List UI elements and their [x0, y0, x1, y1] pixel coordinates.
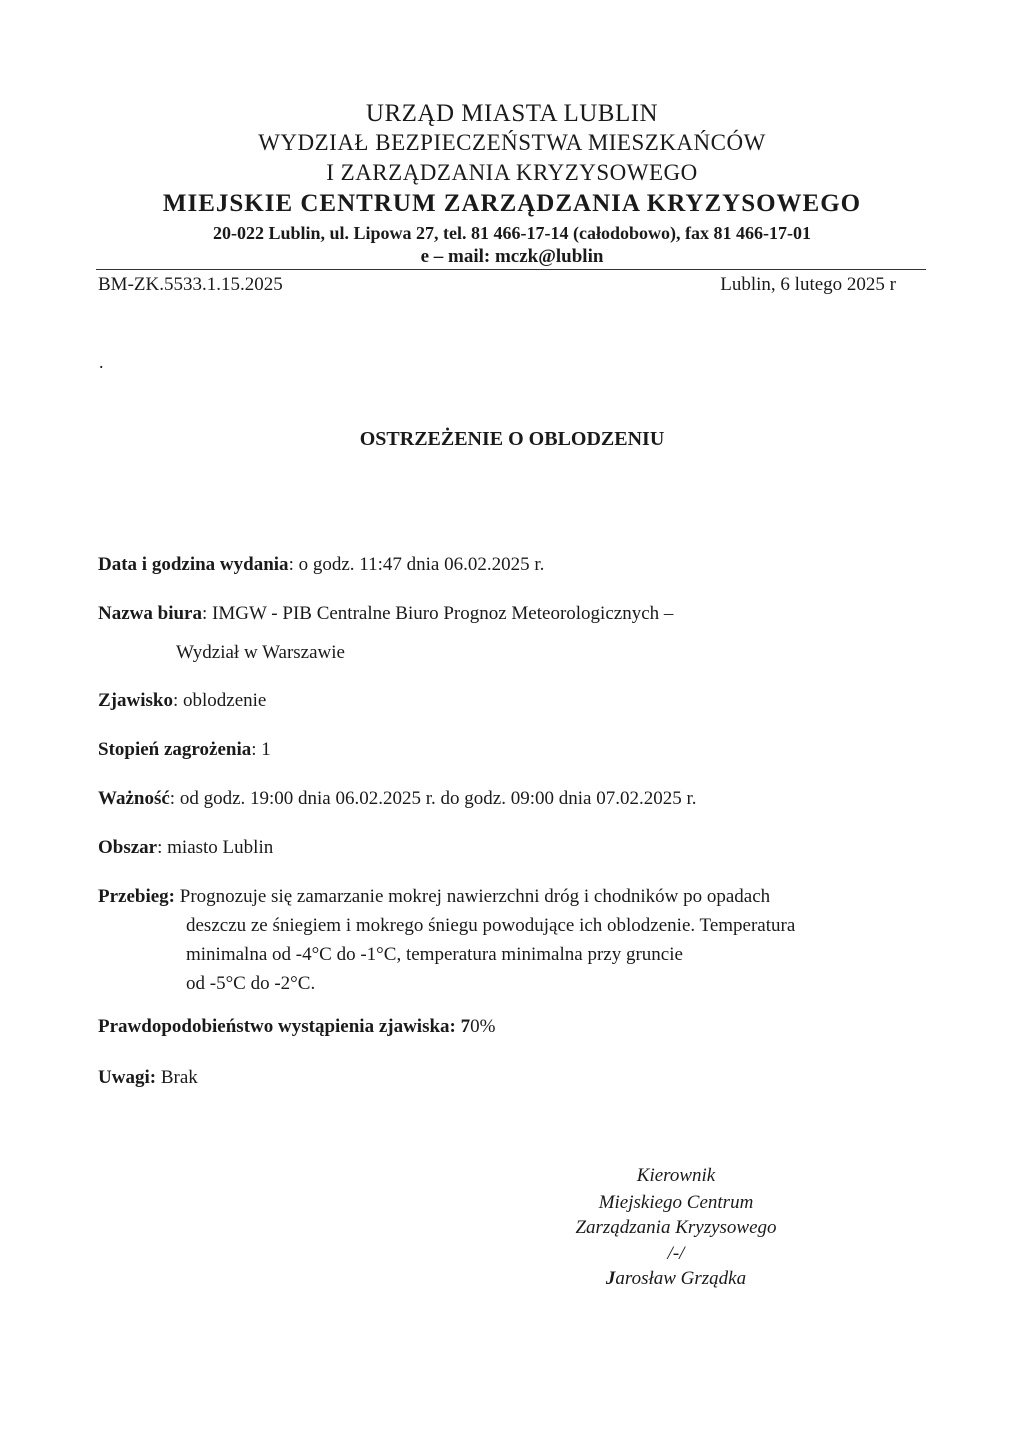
field-level	[98, 739, 271, 761]
field-level-sep: :	[251, 739, 257, 760]
document-title: OSTRZEŻENIE O OBLODZENIU	[359, 428, 665, 450]
field-phenomenon-sep: :	[172, 690, 179, 711]
field-area-label: Obszar	[98, 837, 158, 858]
field-remarks-label: Uwagi:	[98, 1067, 157, 1088]
field-remarks	[98, 1067, 198, 1089]
field-probability-label: Prawdopodobieństwo wystąpienia zjawiska: 7	[98, 1016, 471, 1037]
department-name-line1: WYDZIAŁ BEZPIECZEŃSTWA MIESZKAŃCÓW	[258, 130, 766, 155]
field-level-value: 1	[256, 739, 271, 760]
field-validity-sep: :	[169, 788, 176, 809]
field-area-value: miasto Lublin	[162, 837, 274, 858]
field-area	[98, 837, 273, 859]
field-issued-label: Data i godzina wydania	[98, 554, 289, 575]
signature-name-initial: J	[605, 1268, 616, 1289]
contact-address: 20-022 Lublin, ul. Lipowa 27, tel. 81 466-17-14 (całodobowo), fax 81 466-17-01	[212, 223, 812, 243]
signature-role-line1: Kierownik	[636, 1165, 716, 1186]
field-issued-value: o godz. 11:47 dnia 06.02.2025 r.	[293, 554, 545, 575]
field-course-line3: minimalna od -4°C do -1°C, temperatura minimalna przy gruncie	[186, 944, 683, 965]
field-area-sep: :	[157, 837, 163, 858]
crisis-center-name: MIEJSKIE CENTRUM ZARZĄDZANIA KRYZYSOWEGO	[162, 190, 862, 217]
department-name-line2: I ZARZĄDZANIA KRYZYSOWEGO	[326, 160, 698, 185]
field-validity-label: Ważność	[98, 788, 170, 809]
field-office-value-line2: Wydział w Warszawie	[176, 642, 345, 663]
field-course	[98, 886, 770, 908]
field-issued-sep: :	[288, 554, 294, 575]
field-course-line4: od -5°C do -2°C.	[186, 973, 316, 994]
signature-role-line3: Zarządzania Kryzysowego	[575, 1217, 777, 1238]
reference-number: BM-ZK.5533.1.15.2025	[98, 274, 283, 295]
field-office-label: Nazwa biura	[98, 603, 202, 624]
contact-email: e – mail: mczk@lublin	[420, 246, 604, 267]
field-level-label: Stopień zagrożenia	[98, 739, 252, 760]
office-name: URZĄD MIASTA LUBLIN	[365, 100, 659, 127]
field-office-sep: :	[201, 603, 208, 624]
field-probability	[98, 1016, 495, 1038]
field-course-line1: Prognozuje się zamarzanie mokrej nawierzchni dróg i chodników po opadach	[175, 886, 771, 907]
signature-name	[520, 1268, 832, 1290]
field-office-value: IMGW - PIB Centralne Biuro Prognoz Meteorologicznych –	[207, 603, 674, 624]
field-course-label: Przebieg:	[98, 886, 176, 907]
signature-role-line2: Miejskiego Centrum	[598, 1192, 754, 1213]
field-validity	[98, 788, 696, 810]
field-phenomenon	[98, 690, 266, 712]
place-and-date: Lublin, 6 lutego 2025 r	[720, 274, 896, 295]
field-issued	[98, 554, 544, 576]
signature-signed-mark: /-/	[667, 1243, 685, 1264]
field-phenomenon-label: Zjawisko	[98, 690, 173, 711]
field-probability-value: 0%	[470, 1016, 496, 1037]
field-office	[98, 603, 673, 625]
header-divider	[96, 269, 926, 270]
signature-name-rest: arosław Grządka	[615, 1268, 747, 1289]
stray-dot: .	[99, 352, 104, 372]
field-remarks-value: Brak	[156, 1067, 198, 1088]
field-phenomenon-value: oblodzenie	[178, 690, 267, 711]
field-validity-value: od godz. 19:00 dnia 06.02.2025 r. do godz. 09:00 dnia 07.02.2025 r.	[175, 788, 697, 809]
field-course-line2: deszczu ze śniegiem i mokrego śniegu powodujące ich oblodzenie. Temperatura	[186, 915, 796, 936]
